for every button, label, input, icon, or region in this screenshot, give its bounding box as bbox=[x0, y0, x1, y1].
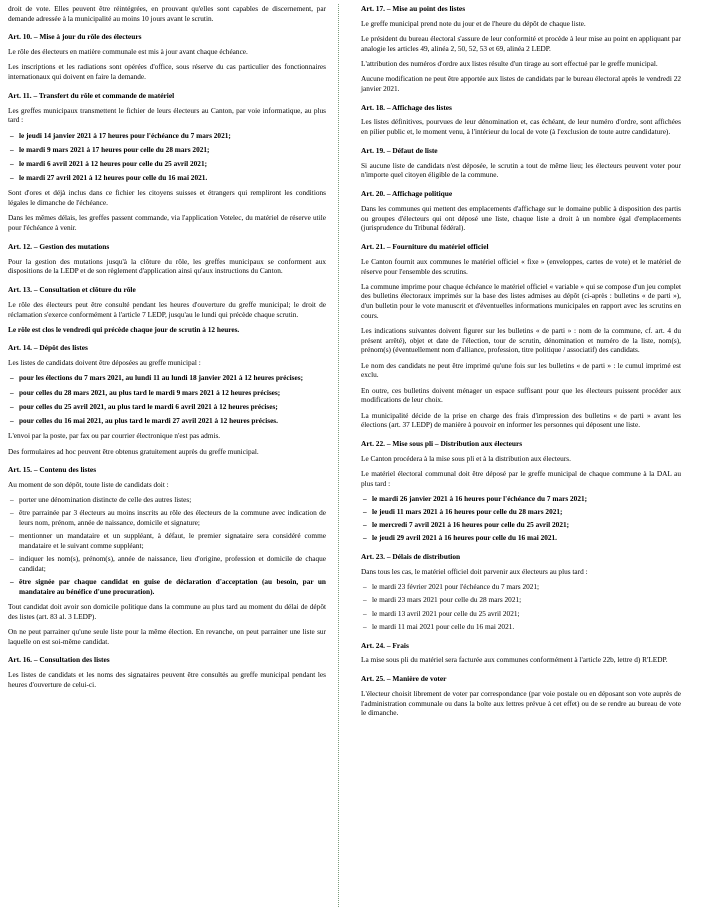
list-item: – le mercredi 7 avril 2021 à 16 heures pour celle du 25 avril 2021; bbox=[361, 520, 681, 530]
article-paragraph: Le Canton procédera à la mise sous pli et à la distribution aux électeurs. bbox=[361, 453, 571, 463]
article-paragraph: Le rôle des électeurs en matière communale est mis à jour avant chaque échéance. bbox=[8, 47, 248, 57]
article-paragraph: La mise sous pli du matériel sera facturée aux communes conformément à l'article 22b, lettre d) R'LEDP. bbox=[361, 655, 668, 665]
article-paragraph: Les listes définitives, pourvues de leur dénomination et, cas échéant, de leur numéro d'ordre, sont affichées en pilier public et, le moment venu, à l'intérieur du local de vote (à l'exclusion de toute autre candidature). bbox=[361, 117, 681, 137]
article-list-art-14 bbox=[8, 373, 326, 425]
article-heading-art-18: Art. 18. – Affichage des listes bbox=[361, 102, 452, 112]
article-paragraph: Si aucune liste de candidats n'est déposée, le scrutin a tout de même lieu; les électeurs peuvent voter pour n'importe quel citoyen éligible de la commune. bbox=[361, 160, 681, 180]
list-item: – le mardi 23 février 2021 pour l'échéance du 7 mars 2021; bbox=[361, 582, 681, 592]
article-paragraph: Des formulaires ad hoc peuvent être obtenus gratuitement auprès du greffe municipal. bbox=[8, 446, 259, 456]
list-item: – être signée par chaque candidat en guise de déclaration d'acceptation (au besoin, par un mandataire au bénéfice d'une procuration). bbox=[8, 577, 326, 596]
list-item: – pour les élections du 7 mars 2021, au lundi 11 au lundi 18 janvier 2021 à 12 heures précises; bbox=[8, 373, 326, 383]
right-column bbox=[351, 4, 681, 907]
list-item: – pour celles du 25 avril 2021, au plus tard le mardi 6 avril 2021 à 12 heures précises; bbox=[8, 402, 326, 412]
article-paragraph: Les listes de candidats doivent être déposées au greffe municipal : bbox=[8, 358, 201, 368]
article-paragraph: Pour la gestion des mutations jusqu'à la clôture du rôle, les greffes municipaux se conforment aux dispositions de la LEDP et de son règlement d'application ainsi qu'aux instructions du Canton. bbox=[8, 256, 326, 276]
list-item: – pour celles du 28 mars 2021, au plus tard le mardi 9 mars 2021 à 12 heures précises; bbox=[8, 388, 326, 398]
list-item: – le mardi 11 mai 2021 pour celle du 16 mai 2021. bbox=[361, 622, 681, 632]
list-item: – le mardi 23 mars 2021 pour celle du 28 mars 2021; bbox=[361, 595, 681, 605]
list-item: – mentionner un mandataire et un suppléant, à défaut, le premier signataire sera considéré comme mandataire et le suivant comme suppléant; bbox=[8, 531, 326, 550]
intro-paragraph: droit de vote. Elles peuvent être réintégrées, en prouvant qu'elles sont capables de discernement, par demande adressée à la municipalité au moins 10 jours avant le scrutin. bbox=[8, 4, 326, 23]
article-paragraph: Le matériel électoral communal doit être déposé par le greffe municipal de chaque commune à la DAL au plus tard : bbox=[361, 468, 681, 488]
article-paragraph: Les indications suivantes doivent figurer sur les bulletins « de parti » : nom de la commune, cf. art. 4 du présent arrêté), objet et date de l'élection, tour de scrutin, dénomination et numéro de la liste, nom(s), prénom(s) (éventuellement nom d'alliance, profession, titre politique / associatif) des candidats. bbox=[361, 326, 681, 355]
article-paragraph: Les greffes municipaux transmettent le fichier de leurs électeurs au Canton, par voie informatique, au plus tard : bbox=[8, 105, 326, 125]
list-item: – porter une dénomination distincte de celle des autres listes; bbox=[8, 495, 326, 505]
article-heading-art-12: Art. 12. – Gestion des mutations bbox=[8, 241, 110, 251]
article-paragraph: Le président du bureau électoral s'assure de leur conformité et procède à leur mise au point en appliquant par analogie les articles 49, alinéa 2, 50, 52, 53 et 69, alinéa 2 LEDP. bbox=[361, 34, 681, 53]
article-list-art-11 bbox=[8, 131, 326, 183]
article-paragraph: La municipalité décide de la prise en charge des frais d'impression des bulletins « de parti » avant les élections (art. 37 LEDP) de manière à pouvoir en informer les personnes qui déposent une liste. bbox=[361, 410, 681, 430]
article-heading-art-21: Art. 21. – Fourniture du matériel officiel bbox=[361, 242, 489, 252]
article-paragraph: Les listes de candidats et les noms des signataires peuvent être consultés au greffe municipal pendant les heures d'ouverture de celui-ci. bbox=[8, 670, 326, 689]
article-heading-art-19: Art. 19. – Défaut de liste bbox=[361, 145, 438, 155]
article-paragraph: Au moment de son dépôt, toute liste de candidats doit : bbox=[8, 480, 169, 490]
article-paragraph: La commune imprime pour chaque échéance le matériel officiel « variable » qui se compose d'un jeu complet des bulletins électoraux imprimés sur la base des listes admises au dépôt (ci-après : bulletins « de parti »), d'un bulletin pour le vote manuscrit et d'éventuelles informations municipales en rapport avec les scrutins en cours. bbox=[361, 281, 681, 320]
article-paragraph: En outre, ces bulletins doivent ménager un espace suffisant pour que les électeurs puissent procéder aux modifications de leur choix. bbox=[361, 385, 681, 405]
article-paragraph: On ne peut parrainer qu'une seule liste pour la même élection. En revanche, on peut parrainer une liste sur laquelle on est soi-même candidat. bbox=[8, 626, 326, 646]
list-item: – indiquer les nom(s), prénom(s), année de naissance, lieu d'origine, profession et domicile de chaque candidat; bbox=[8, 554, 326, 573]
article-heading-art-16: Art. 16. – Consultation des listes bbox=[8, 655, 110, 665]
article-paragraph: L'envoi par la poste, par fax ou par courrier électronique n'est pas admis. bbox=[8, 431, 221, 441]
article-heading-art-25: Art. 25. – Manière de voter bbox=[361, 674, 447, 684]
list-item: – pour celles du 16 mai 2021, au plus tard le mardi 27 avril 2021 à 12 heures précises. bbox=[8, 416, 326, 426]
list-item: – le jeudi 14 janvier 2021 à 17 heures pour l'échéance du 7 mars 2021; bbox=[8, 131, 326, 141]
list-item: – être parrainée par 3 électeurs au moins inscrits au rôle des électeurs de la commune avec indication de leurs nom, prénom, année de naissance, domicile et signature; bbox=[8, 508, 326, 527]
article-paragraph: Le Canton fournit aux communes le matériel officiel « fixe » (enveloppes, cartes de vote) et le matériel de réserve pour l'ensemble des scrutins. bbox=[361, 256, 681, 276]
article-list-art-23 bbox=[361, 582, 681, 631]
list-item: – le mardi 6 avril 2021 à 12 heures pour celle du 25 avril 2021; bbox=[8, 159, 326, 169]
list-item: – le jeudi 29 avril 2021 à 16 heures pour celle du 16 mai 2021. bbox=[361, 533, 681, 543]
article-heading-art-11: Art. 11. – Transfert du rôle et commande de matériel bbox=[8, 90, 175, 100]
article-paragraph: Sont d'ores et déjà inclus dans ce fichier les citoyens suisses et étrangers qui rempliront les conditions légales le dimanche de l'échéance. bbox=[8, 188, 326, 208]
list-item: – le mardi 13 avril 2021 pour celle du 25 avril 2021; bbox=[361, 609, 681, 619]
article-paragraph: L'électeur choisit librement de voter par correspondance (par voie postale ou en déposant son vote auprès de l'administration communale ou dans la boîte aux lettres prévue à cet effet) ou de se rendre au bureau de vote le dimanche. bbox=[361, 688, 681, 718]
article-paragraph: Tout candidat doit avoir son domicile politique dans la commune au plus tard au moment du délai de dépôt des listes (art. 83 al. 3 LEDP). bbox=[8, 602, 326, 621]
article-heading-art-24: Art. 24. – Frais bbox=[361, 640, 409, 650]
article-heading-art-20: Art. 20. – Affichage politique bbox=[361, 189, 453, 199]
list-item: – le mardi 27 avril 2021 à 12 heures pour celle du 16 mai 2021. bbox=[8, 173, 326, 183]
article-paragraph: Dans les mêmes délais, les greffes passent commande, via l'application Votelec, du matériel de réserve utile pour l'échéance à venir. bbox=[8, 213, 326, 233]
article-heading-art-10: Art. 10. – Mise à jour du rôle des électeurs bbox=[8, 32, 142, 42]
article-heading-art-13: Art. 13. – Consultation et clôture du rôle bbox=[8, 284, 136, 294]
list-item: – le jeudi 11 mars 2021 à 16 heures pour celle du 28 mars 2021; bbox=[361, 507, 681, 517]
article-paragraph-bold: Le rôle est clos le vendredi qui précède chaque jour de scrutin à 12 heures. bbox=[8, 324, 240, 334]
article-paragraph: L'attribution des numéros d'ordre aux listes résulte d'un tirage au sort effectué par le greffe municipal. bbox=[361, 58, 658, 68]
column-divider bbox=[338, 4, 340, 907]
article-paragraph: Le rôle des électeurs peut être consulté pendant les heures d'ouverture du greffe municipal; le droit de réclamation s'exerce conformément à l'article 7 LEDP, jusqu'au le lundi qui précède chaque scrutin. bbox=[8, 299, 326, 319]
article-paragraph: Aucune modification ne peut être apportée aux listes de candidats par le bureau électoral après le vendredi 22 janvier 2021. bbox=[361, 74, 681, 93]
article-heading-art-23: Art. 23. – Délais de distribution bbox=[361, 552, 461, 562]
article-paragraph: Dans les communes qui mettent des emplacements d'affichage sur le domaine public à disposition des partis ou groupes d'électeurs qui ont déposé une liste, chaque liste a droit à un nombre égal d'emplacements (jurisprudence du Tribunal fédéral). bbox=[361, 203, 681, 233]
article-heading-art-17: Art. 17. – Mise au point des listes bbox=[361, 4, 466, 13]
article-paragraph: Le greffe municipal prend note du jour et de l'heure du dépôt de chaque liste. bbox=[361, 18, 586, 28]
article-heading-art-14: Art. 14. – Dépôt des listes bbox=[8, 343, 88, 353]
article-list-art-15 bbox=[8, 495, 326, 596]
article-heading-art-15: Art. 15. – Contenu des listes bbox=[8, 465, 97, 475]
article-paragraph: Le nom des candidats ne peut être imprimé qu'une fois sur les bulletins « de parti » : le cumul imprimé est exclu. bbox=[361, 360, 681, 380]
left-column bbox=[8, 4, 338, 907]
article-list-art-22 bbox=[361, 494, 681, 543]
two-column-layout bbox=[8, 4, 703, 907]
article-paragraph: Les inscriptions et les radiations sont opérées d'office, sous réserve du cas particulier des fonctionnaires internationaux qui doivent en faire la demande. bbox=[8, 62, 326, 82]
article-heading-art-22: Art. 22. – Mise sous pli – Distribution aux électeurs bbox=[361, 438, 523, 448]
list-item: – le mardi 9 mars 2021 à 17 heures pour celle du 28 mars 2021; bbox=[8, 145, 326, 155]
list-item: – le mardi 26 janvier 2021 à 16 heures pour l'échéance du 7 mars 2021; bbox=[361, 494, 681, 504]
article-paragraph: Dans tous les cas, le matériel officiel doit parvenir aux électeurs au plus tard : bbox=[361, 567, 588, 577]
